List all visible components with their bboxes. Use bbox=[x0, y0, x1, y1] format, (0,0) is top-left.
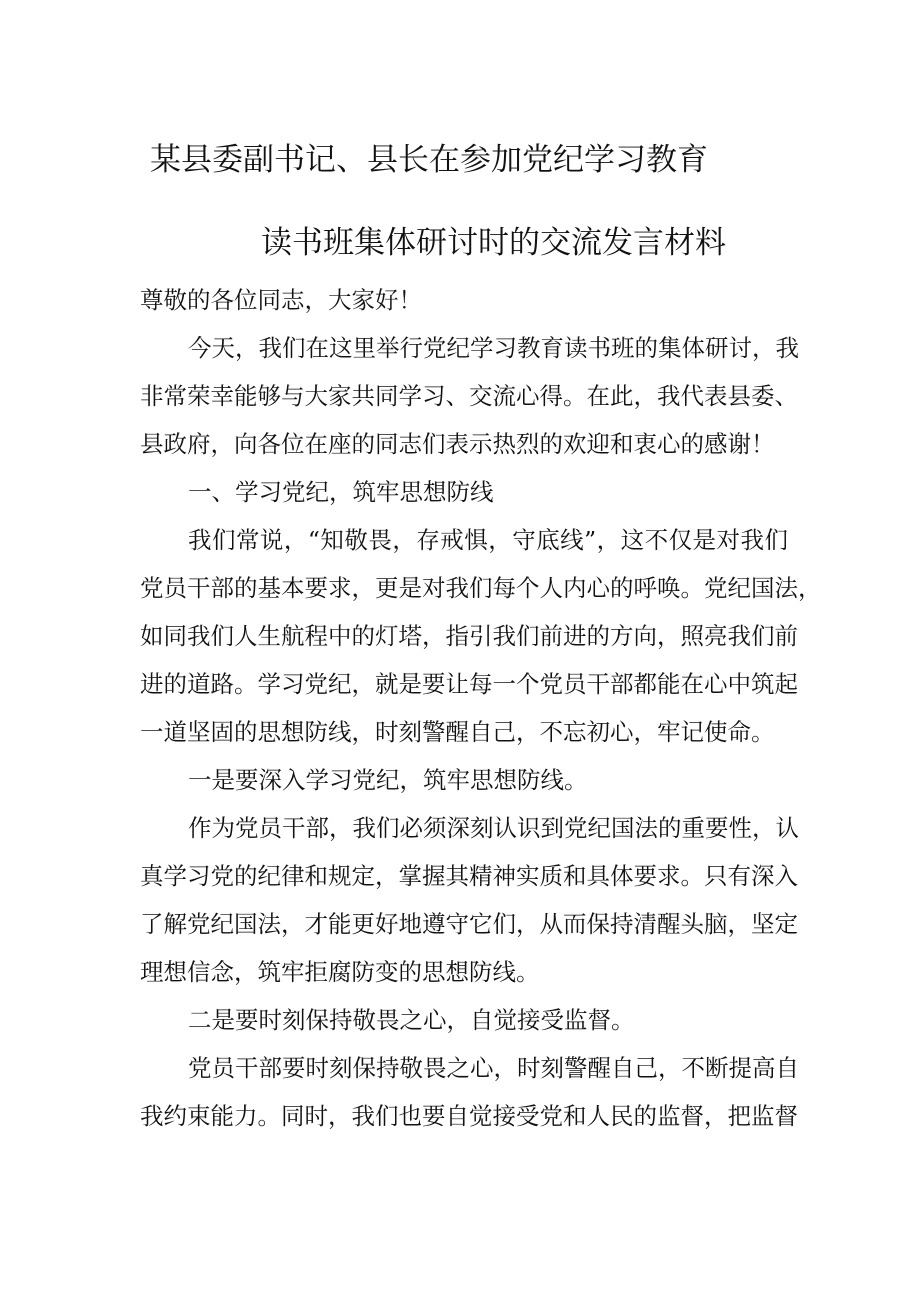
paragraph-line: 我们常说，“知敬畏，存戒惧，守底线”，这不仅是对我们 bbox=[188, 526, 788, 554]
document-title-line-2: 读书班集体研讨时的交流发言材料 bbox=[261, 225, 726, 261]
paragraph-line: 了解党纪国法，才能更好地遵守它们，从而保持清醒头脑，坚定 bbox=[140, 910, 798, 938]
paragraph-line: 作为党员干部，我们必须深刻认识到党纪国法的重要性，认 bbox=[188, 814, 799, 842]
paragraph-line: 进的道路。学习党纪，就是要让每一个党员干部都能在心中筑起 bbox=[140, 670, 798, 698]
document-title-line-1: 某县委副书记、县长在参加党纪学习教育 bbox=[150, 142, 708, 178]
paragraph-line: 一道坚固的思想防线，时刻警醒自己，不忘初心，牢记使命。 bbox=[140, 718, 775, 746]
section-heading: 一、学习党纪，筑牢思想防线 bbox=[188, 478, 494, 506]
subsection-heading: 一是要深入学习党纪，筑牢思想防线。 bbox=[188, 766, 588, 794]
paragraph-line: 县政府，向各位在座的同志们表示热烈的欢迎和衷心的感谢！ bbox=[140, 430, 775, 458]
paragraph-line: 党员干部要时刻保持敬畏之心，时刻警醒自己，不断提高自 bbox=[188, 1054, 799, 1082]
greeting-line: 尊敬的各位同志，大家好！ bbox=[140, 286, 422, 314]
paragraph-line: 理想信念，筑牢拒腐防变的思想防线。 bbox=[140, 958, 540, 986]
paragraph-line: 非常荣幸能够与大家共同学习、交流心得。在此，我代表县委、 bbox=[140, 382, 798, 410]
subsection-heading: 二是要时刻保持敬畏之心，自觉接受监督。 bbox=[188, 1006, 635, 1034]
paragraph-line: 党员干部的基本要求，更是对我们每个人内心的呼唤。党纪国法， bbox=[140, 574, 822, 602]
paragraph-line: 如同我们人生航程中的灯塔，指引我们前进的方向，照亮我们前 bbox=[140, 622, 798, 650]
paragraph-line: 今天，我们在这里举行党纪学习教育读书班的集体研讨，我 bbox=[188, 334, 799, 362]
paragraph-line: 我约束能力。同时，我们也要自觉接受党和人民的监督，把监督 bbox=[140, 1102, 798, 1130]
paragraph-line: 真学习党的纪律和规定，掌握其精神实质和具体要求。只有深入 bbox=[140, 862, 798, 890]
